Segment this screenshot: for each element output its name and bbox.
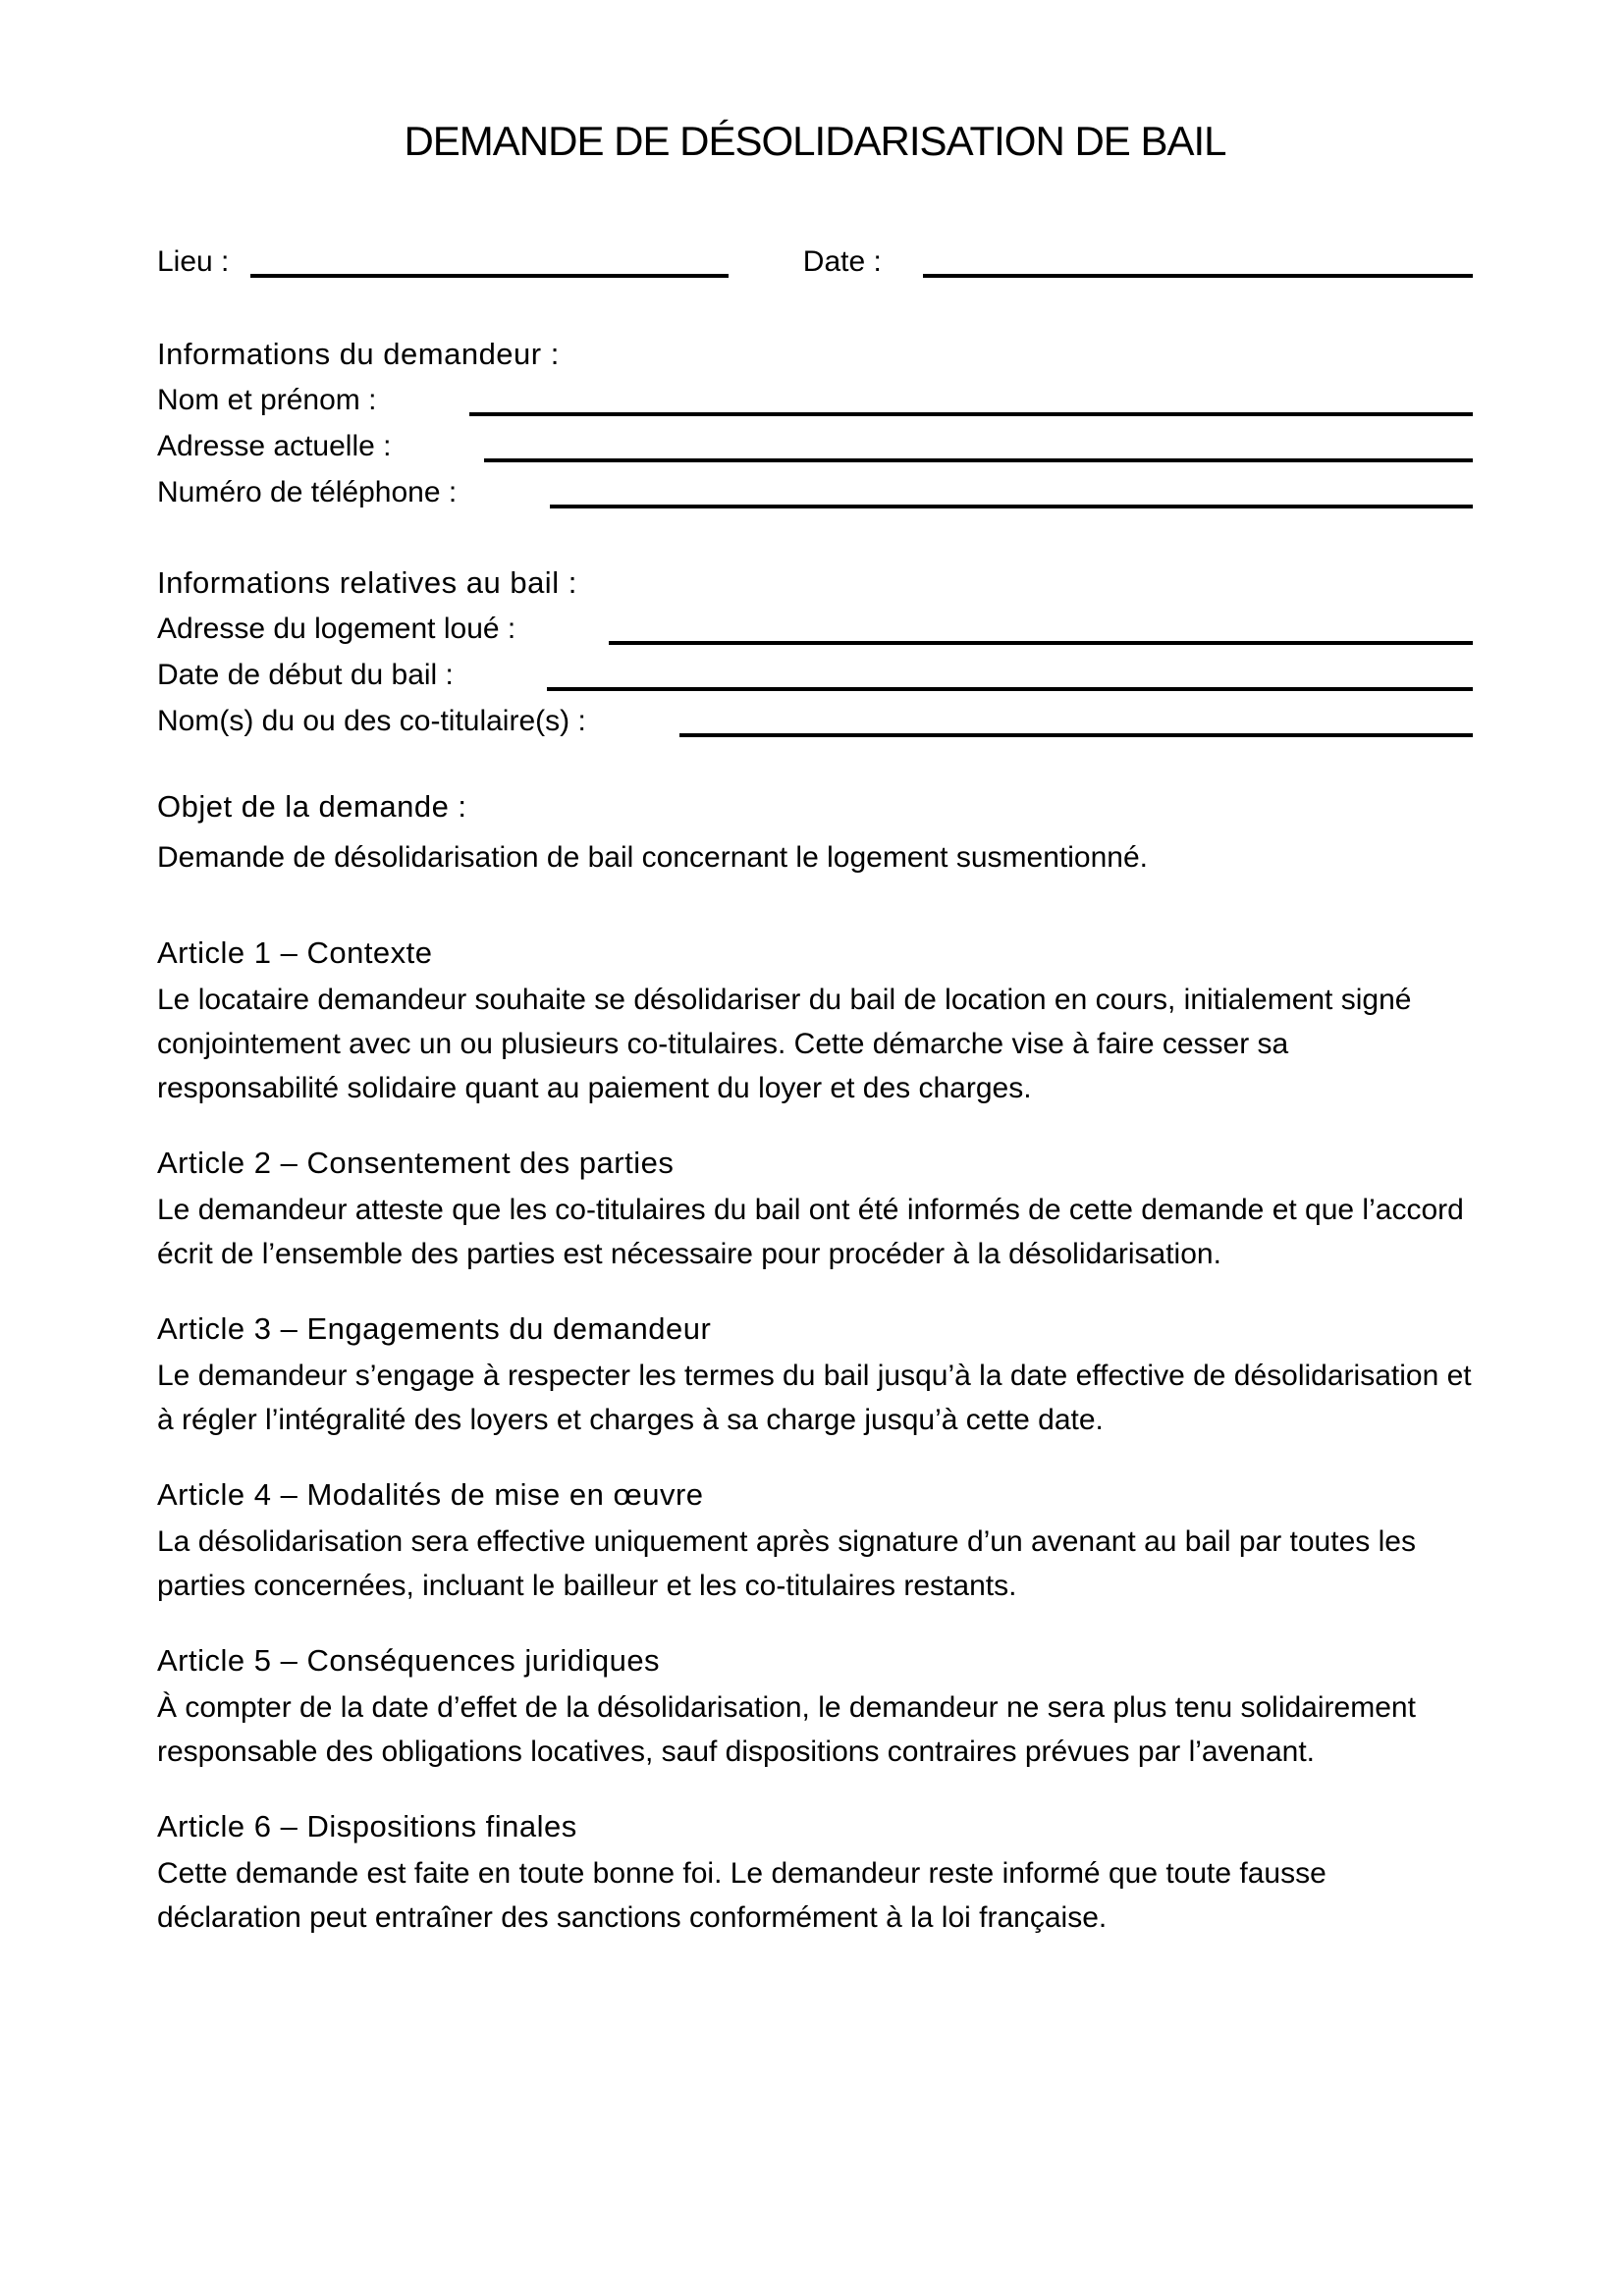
article-4 [157,1471,1473,1608]
field-adresse-actuelle [157,423,1473,469]
field-date-debut-bail [157,652,1473,698]
article-2 [157,1140,1473,1276]
co-titulaires-label: Nom(s) du ou des co-titulaire(s) : [157,705,586,737]
objet-heading: Objet de la demande : [157,789,467,824]
article-1-body: Le locataire demandeur souhaite se désolidariser du bail de location en cours, initialement signé conjointement avec un ou plusieurs co-titulaires. Cette démarche vise à faire cesser sa responsabilité solidaire quant au paiement du loyer et des charges. [157,984,1412,1104]
article-1 [157,930,1473,1110]
numero-telephone-label: Numéro de téléphone : [157,476,458,508]
field-adresse-logement [157,606,1473,652]
lieu-label: Lieu : [157,245,230,278]
article-5-heading: Article 5 – Conséquences juridiques [157,1643,661,1678]
field-numero-telephone [157,469,1473,515]
nom-prenom-label: Nom et prénom : [157,384,377,416]
date-field [803,239,1473,285]
date-debut-bail-fill-line[interactable] [547,687,1473,691]
article-4-body: La désolidarisation sera effective uniquement après signature d’un avenant au bail par toutes les parties concernées, incluant le bailleur et les co-titulaires restants. [157,1525,1416,1602]
article-5 [157,1637,1473,1774]
article-4-heading: Article 4 – Modalités de mise en œuvre [157,1477,704,1512]
section-objet [157,783,1473,881]
adresse-actuelle-label: Adresse actuelle : [157,430,392,462]
numero-telephone-fill-line[interactable] [550,505,1473,508]
section-bail-heading: Informations relatives au bail : [157,565,577,600]
article-1-heading: Article 1 – Contexte [157,935,433,970]
section-demandeur [157,331,1473,515]
article-2-body: Le demandeur atteste que les co-titulaires du bail ont été informés de cette demande et que l’accord écrit de l’ensemble des parties est nécessaire pour procéder à la désolidarisation. [157,1194,1464,1270]
article-5-body: À compter de la date d’effet de la désolidarisation, le demandeur ne sera plus tenu solidairement responsable des obligations locatives, sauf dispositions contraires prévues par l’avenant. [157,1691,1416,1768]
co-titulaires-fill-line[interactable] [679,733,1473,737]
field-co-titulaires [157,698,1473,744]
date-fill-line[interactable] [923,274,1473,278]
objet-body: Demande de désolidarisation de bail concernant le logement susmentionné. [157,841,1148,874]
article-3-body: Le demandeur s’engage à respecter les termes du bail jusqu’à la date effective de désolidarisation et à régler l’intégralité des loyers et charges à sa charge jusqu’à cette date. [157,1360,1472,1436]
adresse-logement-fill-line[interactable] [609,641,1473,645]
lieu-field [157,239,776,285]
adresse-logement-label: Adresse du logement loué : [157,613,516,645]
nom-prenom-fill-line[interactable] [469,412,1473,416]
article-6-heading: Article 6 – Dispositions finales [157,1809,577,1843]
adresse-actuelle-fill-line[interactable] [484,458,1473,462]
lieu-date-row [157,239,1473,285]
section-demandeur-heading: Informations du demandeur : [157,337,560,371]
article-6-body: Cette demande est faite en toute bonne foi. Le demandeur reste informé que toute fausse déclaration peut entraîner des sanctions conformément à la loi française. [157,1857,1326,1934]
date-label: Date : [802,245,882,278]
page-title: DEMANDE DE DÉSOLIDARISATION DE BAIL [404,118,1226,164]
date-debut-bail-label: Date de début du bail : [157,659,454,691]
article-6 [157,1803,1473,1940]
section-bail [157,560,1473,744]
article-2-heading: Article 2 – Consentement des parties [157,1146,675,1180]
article-3 [157,1306,1473,1442]
lieu-fill-line[interactable] [250,274,728,278]
field-nom-prenom [157,377,1473,423]
article-3-heading: Article 3 – Engagements du demandeur [157,1311,712,1346]
